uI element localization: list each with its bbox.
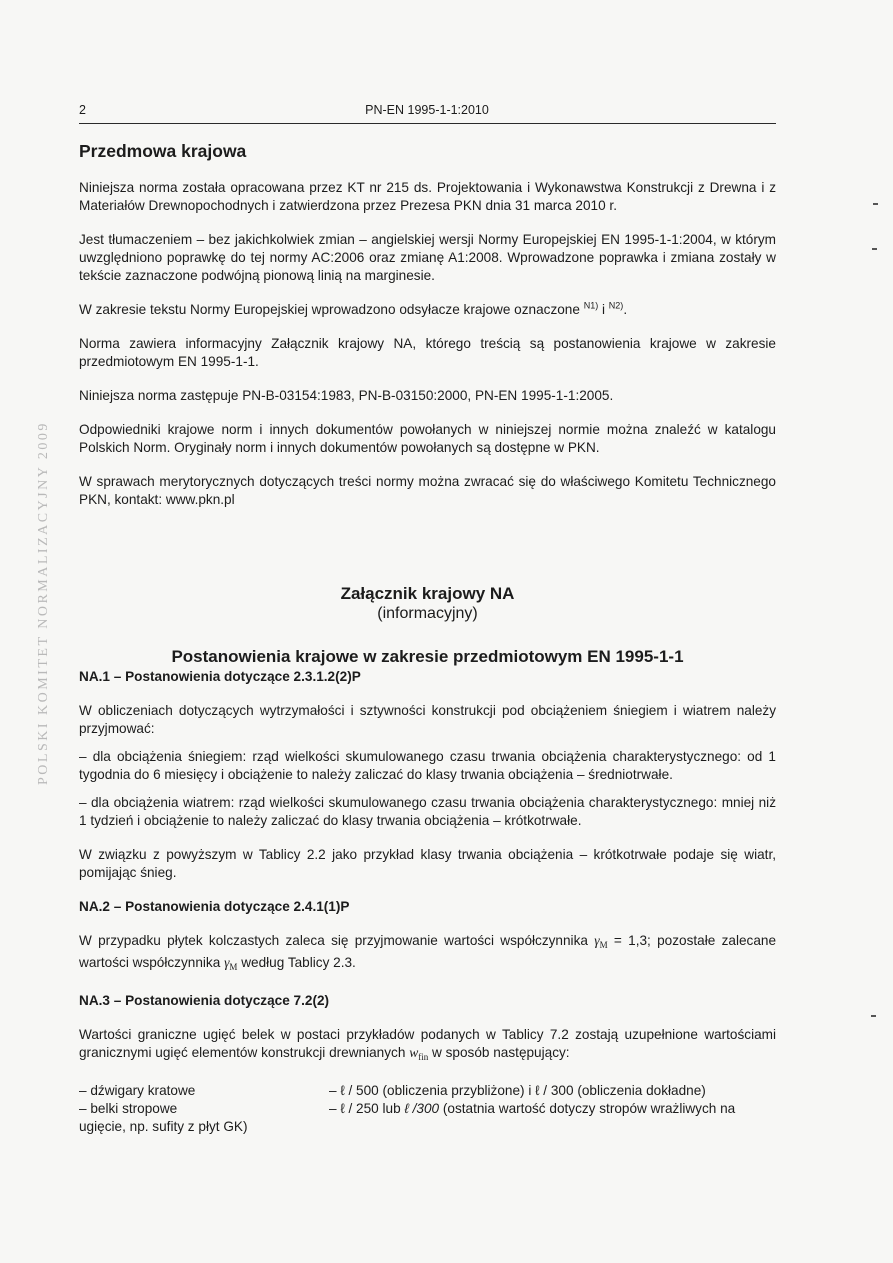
text: (ostatnia wartość dotyczy stropów wrażliwych na xyxy=(439,1101,736,1116)
text: w sposób następujący: xyxy=(428,1045,570,1060)
foreword-paragraph: Niniejsza norma zastępuje PN-B-03154:1983, PN-B-03150:2000, PN-EN 1995-1-1:2005. xyxy=(79,388,614,403)
deflection-limits xyxy=(79,1082,776,1136)
text: = 1,3; pozostałe zalecane wartości współczynnika xyxy=(79,933,776,970)
na1-heading: NA.1 – Postanowienia dotyczące 2.3.1.2(2)P xyxy=(79,669,361,684)
footnote-ref: N2) xyxy=(608,300,624,311)
na2-text xyxy=(79,932,776,976)
gamma-symbol: γ xyxy=(594,933,600,948)
annex-heading: Postanowienia krajowe w zakresie przedmiotowym EN 1995-1-1 xyxy=(171,647,684,666)
annex-header xyxy=(79,583,776,668)
text: i xyxy=(598,302,609,317)
w-symbol: w xyxy=(409,1045,419,1060)
page-number: 2 xyxy=(79,103,86,117)
limit-row xyxy=(79,1082,776,1100)
na3-text xyxy=(79,1026,776,1066)
na1-intro: W obliczeniach dotyczących wytrzymałości i sztywności konstrukcji pod obciążeniem śniegiem i wiatrem należy przyjmować: xyxy=(79,703,776,736)
na2-heading: NA.2 – Postanowienia dotyczące 2.4.1(1)P xyxy=(79,899,350,914)
limit-continuation: ugięcie, np. sufity z płyt GK) xyxy=(79,1119,248,1134)
page-header xyxy=(79,103,775,123)
footnote-ref: N1) xyxy=(583,300,599,311)
gamma-subscript: M xyxy=(599,940,608,950)
text: W przypadku płytek kolczastych zaleca się przyjmowanie wartości współczynnika xyxy=(79,933,595,948)
header-rule xyxy=(79,123,776,124)
na1-snow: – dla obciążenia śniegiem: rząd wielkości skumulowanego czasu trwania obciążenia charakterystycznego: od 1 tygodnia do 6 miesięcy i obciążenie to należy zaliczać do klasy trwania obciążenia – średniotrwałe. xyxy=(79,749,776,782)
na1-conclusion: W związku z powyższym w Tablicy 2.2 jako przykład klasy trwania obciążenia – krótkotrwałe podaje się wiatr, pomijając śnieg. xyxy=(79,847,776,880)
limit-value: – ℓ / 500 (obliczenia przybliżone) i ℓ / 300 (obliczenia dokładne) xyxy=(329,1083,706,1098)
limit-element: – dźwigary kratowe xyxy=(79,1083,196,1098)
limit-element: – belki stropowe xyxy=(79,1101,178,1116)
w-subscript: fin xyxy=(418,1052,429,1062)
text: – ℓ / 250 lub xyxy=(329,1101,405,1116)
annex-subtitle: (informacyjny) xyxy=(377,605,478,622)
scan-artifact xyxy=(873,203,878,205)
foreword-paragraph: Odpowiedniki krajowe norm i innych dokumentów powołanych w niniejszej normie można znaleźć w katalogu Polskich Norm. Oryginały norm i innych dokumentów powołanych są dostępne w PKN. xyxy=(79,422,776,455)
text: według Tablicy 2.3. xyxy=(237,955,356,970)
foreword-paragraph: Norma zawiera informacyjny Załącznik krajowy NA, którego treścią są postanowienia krajowe w zakresie przedmiotowym EN 1995-1-1. xyxy=(79,336,776,369)
na1-wind: – dla obciążenia wiatrem: rząd wielkości skumulowanego czasu trwania obciążenia charakterystycznego: mniej niż 1 tydzień i obciążenie to należy zaliczać do klasy trwania obciążenia – krótkotrwałe. xyxy=(79,795,776,828)
document-code: PN-EN 1995-1-1:2010 xyxy=(365,103,489,117)
limit-value xyxy=(329,1100,776,1118)
na3-heading: NA.3 – Postanowienia dotyczące 7.2(2) xyxy=(79,993,330,1008)
gamma-symbol: γ xyxy=(224,955,230,970)
foreword-paragraph: Niniejsza norma została opracowana przez KT nr 215 ds. Projektowania i Wykonawstwa Konstrukcji z Drewna i z Materiałów Drewnopochodnych i zatwierdzona przez Prezesa PKN dnia 31 marca 2010 r. xyxy=(79,180,776,213)
scan-artifact xyxy=(872,248,877,250)
gamma-subscript: M xyxy=(229,962,238,972)
foreword-paragraph xyxy=(79,301,776,319)
annex-title: Załącznik krajowy NA xyxy=(340,584,515,603)
page-content xyxy=(79,140,776,1136)
foreword-title: Przedmowa krajowa xyxy=(79,141,247,161)
watermark: POLSKI KOMITET NORMALIZACYJNY 2009 xyxy=(36,421,51,785)
foreword-paragraph: W sprawach merytorycznych dotyczących treści normy można zwracać się do właściwego Komitetu Technicznego PKN, kontakt: www.pkn.pl xyxy=(79,474,776,507)
text: W zakresie tekstu Normy Europejskiej wprowadzono odsyłacze krajowe oznaczone xyxy=(79,302,584,317)
limit-row xyxy=(79,1100,776,1118)
text: . xyxy=(623,302,628,317)
foreword-paragraph: Jest tłumaczeniem – bez jakichkolwiek zmian – angielskiej wersji Normy Europejskiej EN 1995-1-1:2004, w którym uwzględniono poprawkę do tej normy AC:2006 oraz zmianę A1:2008. Wprowadzone poprawka i zmiana zostały w tekście zaznaczone podwójną pionową linią na marginesie. xyxy=(79,232,776,283)
text: Wartości graniczne ugięć belek w postaci przykładów podanych w Tablicy 7.2 zostają uzupełnione wartościami granicznymi ugięć elementów konstrukcji drewnianych xyxy=(79,1027,776,1060)
text: ℓ /300 xyxy=(404,1101,440,1116)
scan-artifact xyxy=(871,1015,876,1017)
